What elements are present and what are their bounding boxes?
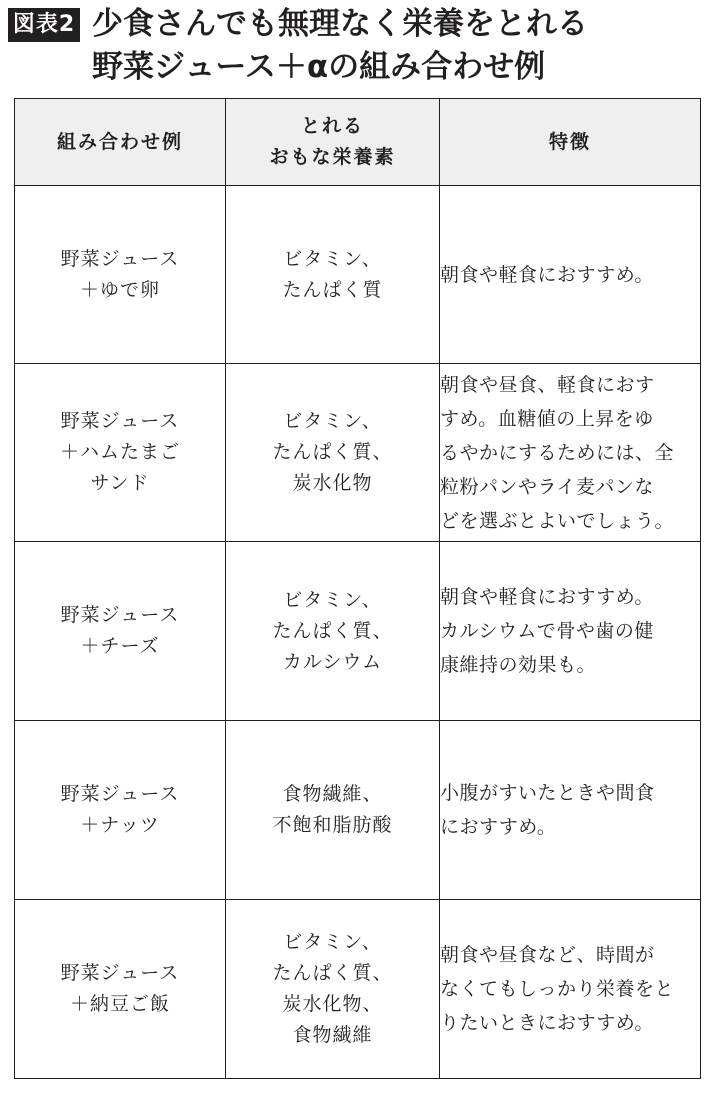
nutrients-cell	[226, 721, 440, 900]
figure-title-line-2: 野菜ジュース＋αの組み合わせ例	[92, 49, 546, 85]
nutrients-cell	[226, 542, 440, 721]
header-nutrients-line-1: とれる	[300, 115, 364, 137]
feature-line: カルシウムで骨や歯の健	[440, 620, 654, 642]
feature-line: 粒粉パンやライ麦パンな	[440, 475, 654, 498]
combination-cell	[15, 900, 226, 1079]
combination-line: サンド	[90, 472, 150, 494]
combination-cell	[15, 364, 226, 542]
nutrients-line: たんぱく質、	[272, 962, 393, 984]
header-nutrients	[226, 99, 440, 186]
combination-cell	[15, 542, 226, 721]
feature-line: におすすめ。	[440, 816, 557, 838]
nutrients-line: たんぱく質	[282, 278, 383, 301]
feature-line: 朝食や軽食におすすめ。	[440, 586, 654, 608]
feature-line: すめ。血糖値の上昇をゆ	[440, 407, 654, 430]
feature-cell	[440, 186, 701, 364]
header-nutrients-line-2: おもな栄養素	[269, 146, 396, 168]
combination-line: 野菜ジュース	[60, 783, 180, 805]
nutrients-line: ビタミン、	[283, 247, 382, 270]
header-combination-label: 組み合わせ例	[56, 130, 183, 153]
nutrients-line: ビタミン、	[283, 588, 382, 611]
nutrients-cell	[226, 364, 440, 542]
combination-line: ＋ゆで卵	[79, 278, 160, 301]
table-header-row	[15, 99, 701, 186]
feature-cell	[440, 542, 701, 721]
combination-line: 野菜ジュース	[60, 604, 180, 626]
combination-line: ＋チーズ	[80, 635, 160, 657]
feature-cell	[440, 364, 701, 542]
combination-line: 野菜ジュース	[60, 410, 180, 432]
feature-line: 康維持の効果も。	[440, 654, 597, 676]
nutrients-line: 不飽和脂肪酸	[272, 814, 393, 836]
feature-line: 小腹がすいたときや間食	[440, 782, 655, 804]
combination-line: ＋ハムたまご	[59, 441, 180, 463]
nutrients-line: 食物繊維、	[282, 783, 383, 805]
feature-line: りたいときにおすすめ。	[440, 1012, 654, 1034]
nutrients-cell	[226, 186, 440, 364]
combination-line: 野菜ジュース	[60, 247, 180, 270]
feature-line: 朝食や軽食におすすめ。	[440, 263, 654, 286]
feature-line: なくてもしっかり栄養をと	[440, 978, 675, 1000]
combination-line: ＋ナッツ	[80, 814, 160, 836]
combination-table	[14, 98, 701, 1079]
nutrients-line: たんぱく質、	[272, 619, 393, 642]
table-row	[15, 721, 701, 900]
header-feature	[440, 99, 701, 186]
combination-line: 野菜ジュース	[60, 962, 180, 984]
figure-title-line-1: 少食さんでも無理なく栄養をとれる	[92, 6, 588, 42]
feature-line: るやかにするためには、全	[440, 441, 675, 464]
nutrients-cell	[226, 900, 440, 1079]
nutrients-line: カルシウム	[282, 650, 383, 673]
feature-line: 朝食や昼食など、時間が	[440, 944, 655, 966]
nutrients-line: 炭水化物	[292, 472, 373, 494]
figure-number-badge: 図表2	[8, 8, 80, 42]
table-row	[15, 186, 701, 364]
table-row	[15, 542, 701, 721]
table-row	[15, 364, 701, 542]
nutrients-line: ビタミン、	[283, 931, 382, 953]
header-feature-label: 特徴	[548, 130, 591, 153]
header-combination	[15, 99, 226, 186]
feature-cell	[440, 721, 701, 900]
feature-cell	[440, 900, 701, 1079]
nutrients-line: たんぱく質、	[272, 441, 393, 463]
combination-line: ＋納豆ご飯	[69, 993, 170, 1015]
combination-cell	[15, 186, 226, 364]
combination-cell	[15, 721, 226, 900]
nutrients-line: 炭水化物、	[282, 993, 383, 1015]
table-row	[15, 900, 701, 1079]
figure-title-block	[8, 4, 702, 90]
feature-line: どを選ぶとよいでしょう。	[440, 509, 675, 532]
nutrients-line: ビタミン、	[283, 410, 382, 432]
feature-line: 朝食や昼食、軽食におす	[440, 373, 655, 396]
nutrients-line: 食物繊維	[292, 1024, 373, 1046]
